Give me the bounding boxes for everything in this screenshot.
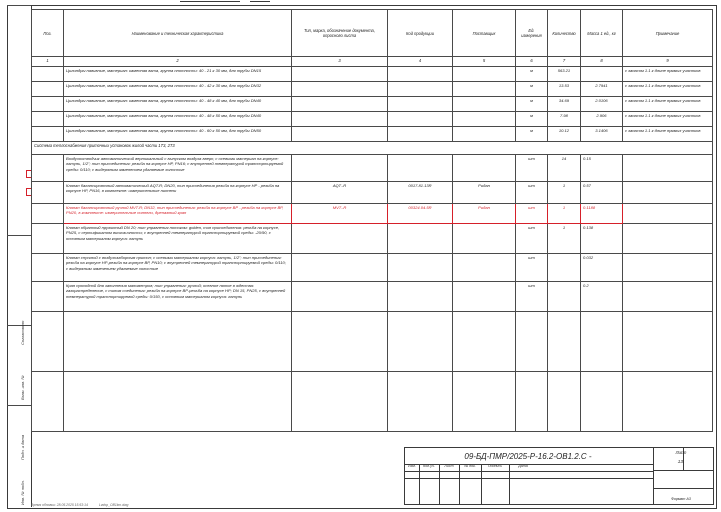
- cell-qty: 563.21: [548, 67, 581, 82]
- header-mass: Масса 1 ед., кг: [581, 10, 623, 57]
- table-row: [32, 112, 713, 127]
- cell-type: [292, 254, 388, 282]
- cell-code: 00324.04.5R: [388, 204, 453, 224]
- cell-name: Цилиндры навивные, материал: каменная вата, группа плотности: 40 - 60 к 50 мм, для трубы DN50: [64, 127, 292, 142]
- label-data: Дата: [518, 464, 528, 468]
- cell-supplier: [453, 312, 516, 372]
- colnum-4: 4: [388, 57, 453, 67]
- table-row: [32, 254, 713, 282]
- cell-supplier: [453, 282, 516, 312]
- cell-pos: [32, 67, 64, 82]
- cell-type: [292, 155, 388, 182]
- cell-code: [388, 127, 453, 142]
- table-row: [32, 282, 713, 312]
- cell-note: [623, 224, 713, 254]
- colnum-8: 8: [581, 57, 623, 67]
- cell-qty: 13.53: [548, 82, 581, 97]
- cell-unit: шт: [516, 224, 548, 254]
- top-tick-left: [180, 1, 240, 2]
- cell-name: Клапан спускной с воздухозаборным притоп; с осевыми материалом корпуса: латунь, 1/2"; тип присоединения: резьба на корпусе HP-резьба на корпусе ВР, PN10; с внутренней температурой транспортируемой среды: 0/110; с выдержным замечением удаляемые холостые: [64, 254, 292, 282]
- sheet-label: Лист: [675, 450, 687, 455]
- footer-timestamp: Время обновки: 28.05.2025 15:53:14: [31, 503, 88, 507]
- cell-pos: [32, 254, 64, 282]
- cell-type: [292, 282, 388, 312]
- sheet-number: 13.: [677, 459, 685, 464]
- cell-name: Цилиндры навивные, материал: каменная вата, группа плотности: 40 - 42 к 30 мм, для трубы DN32: [64, 82, 292, 97]
- cell-supplier: Ридан: [453, 182, 516, 204]
- label-izm: Изм.: [408, 464, 416, 468]
- cell-supplier: [453, 224, 516, 254]
- cell-unit: м: [516, 127, 548, 142]
- header-name: Наименование и техническая характеристика: [64, 10, 292, 57]
- cell-name: Цилиндры навивные, материал: каменная вата, группа плотности: 40 - 48 к 40 мм, для трубы DN40: [64, 97, 292, 112]
- cell-type: MVT.-R: [292, 204, 388, 224]
- footer-filename: Lvdop_ОВ1km.dwg: [98, 503, 129, 507]
- cell-supplier: [453, 97, 516, 112]
- cell-unit: м: [516, 67, 548, 82]
- cell-name: Клапан балансировочный автоматический AQT-R; DN20, тип присоединения резьба на корпусе HP - резьба на корпусе HP, PN16, в комплекте: измерительные ниппели: [64, 182, 292, 204]
- cell-mass: 2.906: [581, 112, 623, 127]
- cell-mass: 2.0106: [581, 97, 623, 112]
- cell-code: [388, 112, 453, 127]
- cell-qty: 14: [548, 155, 581, 182]
- cell-pos: [32, 204, 64, 224]
- cell-name: [64, 372, 292, 432]
- cell-qty: [548, 312, 581, 372]
- cell-unit: м: [516, 82, 548, 97]
- cell-type: [292, 312, 388, 372]
- cell-type: [292, 112, 388, 127]
- left-stamp-column: [7, 5, 32, 507]
- colnum-2: 2: [64, 57, 292, 67]
- cell-mass: 0.2: [581, 282, 623, 312]
- cell-type: [292, 97, 388, 112]
- cell-pos: [32, 372, 64, 432]
- cell-pos: [32, 312, 64, 372]
- cell-supplier: [453, 67, 516, 82]
- cell-mass: 0.032: [581, 254, 623, 282]
- cell-name: Клапан балансировочный ручной MVT-R; DN32, тип присоединения: резьба на корпусе ВР - резьба на корпусе ВР, PN20, в комплекте: измерительные ниппели, дренажный кран: [64, 204, 292, 224]
- table-row: [32, 224, 713, 254]
- header-supplier: Поставщик: [453, 10, 516, 57]
- cell-pos: [32, 97, 64, 112]
- table-column-number-row: [32, 57, 713, 67]
- cell-supplier: [453, 372, 516, 432]
- cell-type: [292, 372, 388, 432]
- format-label: Формат А3: [671, 497, 691, 501]
- cell-note: с запасом 1.1 к длине прямых участков: [623, 127, 713, 142]
- cell-type: [292, 224, 388, 254]
- cell-type: [292, 82, 388, 97]
- cell-name: Воздухоотводчик автоматический вертикальный с выпуском воздуха вверх; с осевыми материал на корпусе: латунь, 1/2"; тип присоединения: резьба на корпусе HP, PN16; с внутренней температурой транспортируемой среды: 0/110; с выдержным заменением удаляемые холостые: [64, 155, 292, 182]
- cell-mass: 0.57: [581, 182, 623, 204]
- cell-pos: [32, 127, 64, 142]
- cell-qty: 1: [548, 204, 581, 224]
- cell-mass: [581, 372, 623, 432]
- cell-qty: 7.98: [548, 112, 581, 127]
- table-row: [32, 82, 713, 97]
- colnum-5: 5: [453, 57, 516, 67]
- cell-mass: 0.15: [581, 155, 623, 182]
- table-row-highlighted: [32, 204, 713, 224]
- stamp-label-podp-i-data: Подп. и дата: [20, 434, 25, 460]
- cell-note: [623, 182, 713, 204]
- table-row: [32, 155, 713, 182]
- cell-mass: 0.138: [581, 224, 623, 254]
- cell-code: [388, 372, 453, 432]
- label-ndok: № док.: [464, 464, 476, 468]
- table-row: [32, 67, 713, 82]
- colnum-9: 9: [623, 57, 713, 67]
- cell-qty: [548, 372, 581, 432]
- cell-note: [623, 204, 713, 224]
- cell-qty: 1: [548, 182, 581, 204]
- cell-supplier: [453, 155, 516, 182]
- cell-type: [292, 127, 388, 142]
- document-code: 09-БД-ПМР/2025-Р-16.2-ОВ1.2.С -: [464, 452, 592, 461]
- cell-supplier: Ридан: [453, 204, 516, 224]
- cell-pos: [32, 112, 64, 127]
- cell-mass: 2.7941: [581, 82, 623, 97]
- cell-qty: 10.12: [548, 127, 581, 142]
- cell-pos: [32, 224, 64, 254]
- cell-unit: шт: [516, 204, 548, 224]
- table-row-empty: [32, 372, 713, 432]
- cell-code: [388, 67, 453, 82]
- cell-unit: м: [516, 97, 548, 112]
- header-pos: Поз.: [32, 10, 64, 57]
- header-unit: Ед. измерения: [516, 10, 548, 57]
- cell-unit: шт: [516, 254, 548, 282]
- cell-pos: [32, 182, 64, 204]
- top-tick-right: [250, 1, 270, 2]
- label-list: Лист: [444, 464, 454, 468]
- colnum-6: 6: [516, 57, 548, 67]
- cell-note: с запасом 1.1 к длине прямых участков: [623, 112, 713, 127]
- cell-supplier: [453, 82, 516, 97]
- cell-name: Кран проходной для заполнения манометров; тип управления: ручной; осевное пятое в ждества: газораспределение, с типом соединения: резьба на корпусе ВР-резьба на корпусе HP; DN 15, PN25, с внутренней температурой транспортируемой среды: 0/150, с основным материалом корпуса: латунь: [64, 282, 292, 312]
- cell-qty: [548, 282, 581, 312]
- header-code: Код продукции: [388, 10, 453, 57]
- section-title: Система теплоснабжения приточных установок жилой части 1Т3, 2Т3: [32, 142, 713, 155]
- stamp-label-inv-podl: Инв. № подл.: [20, 480, 25, 505]
- table-row-empty: [32, 312, 713, 372]
- header-note: Примечание: [623, 10, 713, 57]
- cell-note: с запасом 1.1 к длине прямых участков: [623, 97, 713, 112]
- cell-code: [388, 97, 453, 112]
- stamp-label-soglasovano: Согласовано: [20, 320, 25, 345]
- header-qty: Количество: [548, 10, 581, 57]
- cell-type: [292, 67, 388, 82]
- label-koluch: Кол.уч.: [423, 464, 435, 468]
- colnum-3: 3: [292, 57, 388, 67]
- cell-supplier: [453, 112, 516, 127]
- cell-mass: [581, 312, 623, 372]
- colnum-1: 1: [32, 57, 64, 67]
- cell-supplier: [453, 127, 516, 142]
- cell-unit: м: [516, 112, 548, 127]
- table-header-row: [32, 10, 713, 57]
- cell-name: Клапан обратный пружинный DN 20; тип управления потоком: golden, тип присоединения: резьба на корпусе, PN25, с сертификатом вискозичности; с внутренней температурой транспортируемой среды: -20/90, с основным материалом корпуса: латунь: [64, 224, 292, 254]
- cell-name: Цилиндры навивные, материал: каменная вата, группа плотности: 40 - 48 к 50 мм, для трубы DN40: [64, 112, 292, 127]
- cell-mass: 3.1406: [581, 127, 623, 142]
- cell-unit: шт: [516, 282, 548, 312]
- cell-note: с запасом 1.1 к длине прямых участков: [623, 82, 713, 97]
- cell-note: [623, 254, 713, 282]
- table-row: [32, 127, 713, 142]
- cell-mass: 0.1188: [581, 204, 623, 224]
- cell-supplier: [453, 254, 516, 282]
- cell-qty: 1: [548, 224, 581, 254]
- cell-code: [388, 282, 453, 312]
- cell-qty: 34.69: [548, 97, 581, 112]
- footer-strip: [31, 503, 712, 507]
- cell-code: [388, 224, 453, 254]
- cell-pos: [32, 82, 64, 97]
- cell-name: [64, 312, 292, 372]
- cell-qty: [548, 254, 581, 282]
- cell-code: [388, 312, 453, 372]
- cell-code: [388, 82, 453, 97]
- label-podpis: Подпись: [487, 464, 503, 468]
- table-row: [32, 182, 713, 204]
- cell-note: [623, 282, 713, 312]
- cell-mass: [581, 67, 623, 82]
- cell-type: AQT.-R: [292, 182, 388, 204]
- cell-note: [623, 155, 713, 182]
- cell-pos: [32, 155, 64, 182]
- cell-unit: шт: [516, 182, 548, 204]
- cell-unit: шт: [516, 155, 548, 182]
- header-type: Тип, марка, обозначение документа, опросного листа: [292, 10, 388, 57]
- cell-pos: [32, 282, 64, 312]
- cell-code: [388, 155, 453, 182]
- cell-note: [623, 312, 713, 372]
- cell-unit: [516, 372, 548, 432]
- cell-code: [388, 254, 453, 282]
- cell-code: 0017.81.13R: [388, 182, 453, 204]
- cell-note: с запасом 1.1 к длине прямых участков: [623, 67, 713, 82]
- cell-unit: [516, 312, 548, 372]
- stamp-label-vzam-inv: Взам. инв. №: [20, 375, 25, 400]
- cell-name: Цилиндры навивные, материал: каменная вата, группа плотности: 40 - 21 к 30 мм, для трубы DN15: [64, 67, 292, 82]
- table-section-header-row: [32, 142, 713, 155]
- specification-table: [31, 9, 713, 432]
- table-row: [32, 97, 713, 112]
- cell-note: [623, 372, 713, 432]
- colnum-7: 7: [548, 57, 581, 67]
